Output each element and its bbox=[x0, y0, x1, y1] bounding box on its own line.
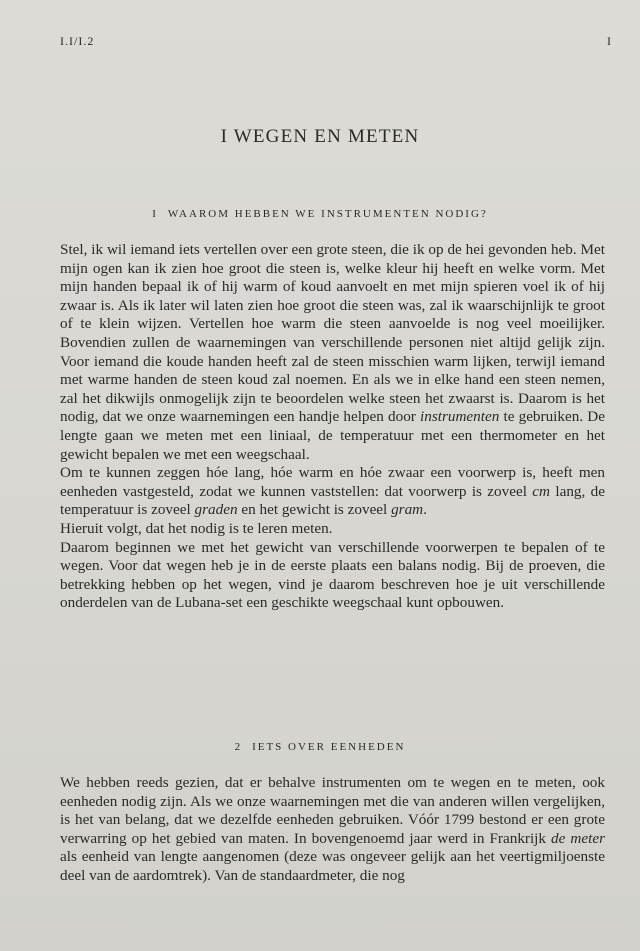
text-run: te gebruiken. De lengte gaan we meten met een liniaal, de temperatuur met een thermometer en het gewicht bepalen we met een weegschaal. bbox=[60, 408, 605, 463]
italic-term: instrumenten bbox=[420, 408, 500, 426]
text-run: Om te kunnen zeggen hóe lang, hóe warm en hóe zwaar een voorwerp is, heeft men eenheden vastgesteld, zodat we kunnen vaststellen: dat voorwerp is zoveel bbox=[60, 464, 605, 500]
italic-term: de meter bbox=[551, 829, 605, 847]
paragraph bbox=[60, 241, 605, 464]
text-run: lang, de temperatuur is zoveel bbox=[60, 482, 605, 519]
text-run: en het gewicht is zoveel bbox=[237, 501, 392, 519]
section-1-number: I bbox=[152, 208, 158, 220]
page-number: I bbox=[607, 34, 612, 48]
text-run: We hebben reeds gezien, dat er behalve instrumenten om te wegen en te meten, ook eenheden nodig zijn. Als we onze waarnemingen met die van anderen willen vergelijken, is het van belang, dat we dezelfde eenheden gebruiken. Vóór 1799 bestond er een grote verwarring op het gebied van maten. In bovengenoemd jaar werd in Frankrijk bbox=[60, 774, 605, 847]
text-run: . bbox=[423, 501, 427, 519]
italic-term: cm bbox=[532, 482, 551, 500]
section-2-body bbox=[60, 774, 605, 886]
section-1-body bbox=[60, 241, 605, 613]
text-run: als eenheid van lengte aangenomen (deze was ongeveer gelijk aan het veertigmiljoenste deel van de aardomtrek). Van de standaardmeter, die nog bbox=[60, 848, 605, 884]
italic-term: gram bbox=[391, 501, 424, 519]
paragraph bbox=[60, 774, 605, 886]
section-2-number: 2 bbox=[234, 741, 243, 753]
chapter-title: I WEGEN EN METEN bbox=[220, 126, 420, 147]
section-1-title: WAAROM HEBBEN WE INSTRUMENTEN NODIG? bbox=[167, 208, 488, 220]
section-reference: I.I/I.2 bbox=[60, 34, 95, 48]
section-2-heading bbox=[0, 741, 640, 753]
running-header bbox=[60, 34, 612, 49]
text-run: Stel, ik wil iemand iets vertellen over een grote steen, die ik op de hei gevonden heb. Met mijn ogen kan ik zien hoe groot die steen is, welke kleur hij heeft en welke vorm. Met mijn handen bepaal ik of hij warm of koud aanvoelt en met mijn spieren voel ik of hij zwaar is. Als ik later wil laten zien hoe groot die steen was, zal ik waarschijnlijk te groot of te klein wijzen. Vertellen hoe warm die steen aanvoelde is nog veel moeilijker. Bovendien zullen de waarnemingen van verschillende personen niet altijd gelijk zijn. Voor iemand die koude handen heeft zal de steen misschien warm lijken, terwijl iemand met warme handen de steen koud zal noemen. En als we in elke hand een steen nemen, zal het dikwijls onmogelijk zijn te beoordelen welke steen het zwaarst is. Daarom is het nodig, dat we onze waarnemingen een handje helpen door bbox=[60, 241, 605, 426]
paragraph: Hieruit volgt, dat het nodig is te leren meten. bbox=[60, 519, 333, 537]
paragraph: Daarom beginnen we met het gewicht van verschillende voorwerpen te bepalen of te wegen. Voor dat wegen heb je in de eerste plaats een balans nodig. Bij de proeven, die betrekking hebben op het wegen, vind je daarom beschreven hoe je uit verschillende onderdelen van de Lubana-set een geschikte weegschaal kunt opbouwen. bbox=[60, 538, 605, 612]
section-2-title: IETS OVER EENHEDEN bbox=[252, 741, 406, 753]
italic-term: graden bbox=[194, 501, 238, 519]
paragraph bbox=[60, 464, 605, 520]
section-1-heading bbox=[0, 208, 640, 220]
